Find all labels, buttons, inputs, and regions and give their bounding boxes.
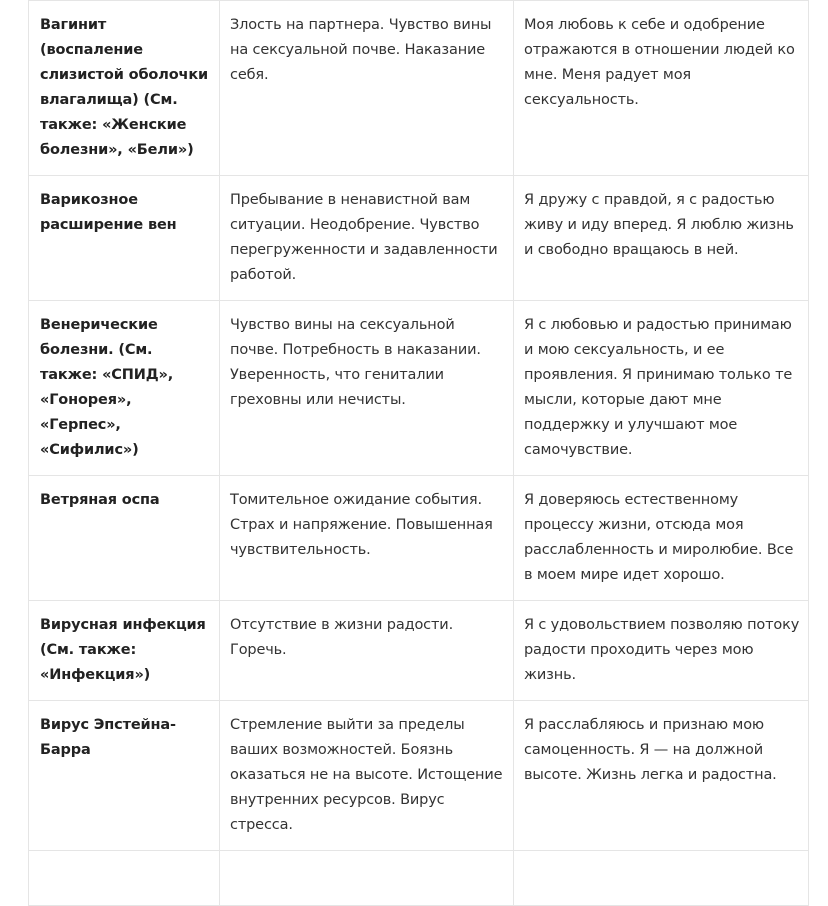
table-row (29, 176, 809, 301)
condition-name: Ветряная оспа (29, 476, 220, 601)
table-row (29, 601, 809, 701)
condition-name: Варикозное расширение вен (29, 176, 220, 301)
condition-affirmation: Я расслабляюсь и признаю мою самоценность. Я — на должной высоте. Жизнь легка и радостна. (514, 701, 809, 851)
empty-cell (514, 851, 809, 906)
condition-affirmation: Я с удовольствием позволяю потоку радости проходить через мою жизнь. (514, 601, 809, 701)
condition-name: Вагинит (воспаление слизистой оболочки влагалища) (См. также: «Женские болезни», «Бели») (29, 1, 220, 176)
empty-cell (29, 851, 220, 906)
condition-cause: Стремление выйти за пределы ваших возможностей. Боязнь оказаться не на высоте. Истощение внутренних ресурсов. Вирус стресса. (220, 701, 514, 851)
table-row (29, 476, 809, 601)
condition-name: Венерические болезни. (См. также: «СПИД», «Гонорея», «Герпес», «Сифилис») (29, 301, 220, 476)
condition-cause: Отсутствие в жизни радости. Горечь. (220, 601, 514, 701)
condition-cause: Томительное ожидание события. Страх и напряжение. Повышенная чувствительность. (220, 476, 514, 601)
condition-affirmation: Я доверяюсь естественному процессу жизни, отсюда моя расслабленность и миролюбие. Все в моем мире идет хорошо. (514, 476, 809, 601)
table-row (29, 301, 809, 476)
condition-affirmation: Я дружу с правдой, я с радостью живу и иду вперед. Я люблю жизнь и свободно вращаюсь в ней. (514, 176, 809, 301)
condition-name: Вирус Эпстейна-Барра (29, 701, 220, 851)
table-row (29, 701, 809, 851)
conditions-table (28, 0, 809, 906)
condition-affirmation: Я с любовью и радостью принимаю и мою сексуальность, и ее проявления. Я принимаю только те мысли, которые дают мне поддержку и улучшают мое самочувствие. (514, 301, 809, 476)
table-row-partial (29, 851, 809, 906)
condition-cause: Чувство вины на сексуальной почве. Потребность в наказании. Уверенность, что гениталии греховны или нечисты. (220, 301, 514, 476)
condition-cause: Пребывание в ненавистной вам ситуации. Неодобрение. Чувство перегруженности и задавленности работой. (220, 176, 514, 301)
conditions-table-container (28, 0, 808, 906)
condition-name: Вирусная инфекция (См. также: «Инфекция») (29, 601, 220, 701)
table-row (29, 1, 809, 176)
empty-cell (220, 851, 514, 906)
condition-affirmation: Моя любовь к себе и одобрение отражаются в отношении людей ко мне. Меня радует моя сексуальность. (514, 1, 809, 176)
condition-cause: Злость на партнера. Чувство вины на сексуальной почве. Наказание себя. (220, 1, 514, 176)
